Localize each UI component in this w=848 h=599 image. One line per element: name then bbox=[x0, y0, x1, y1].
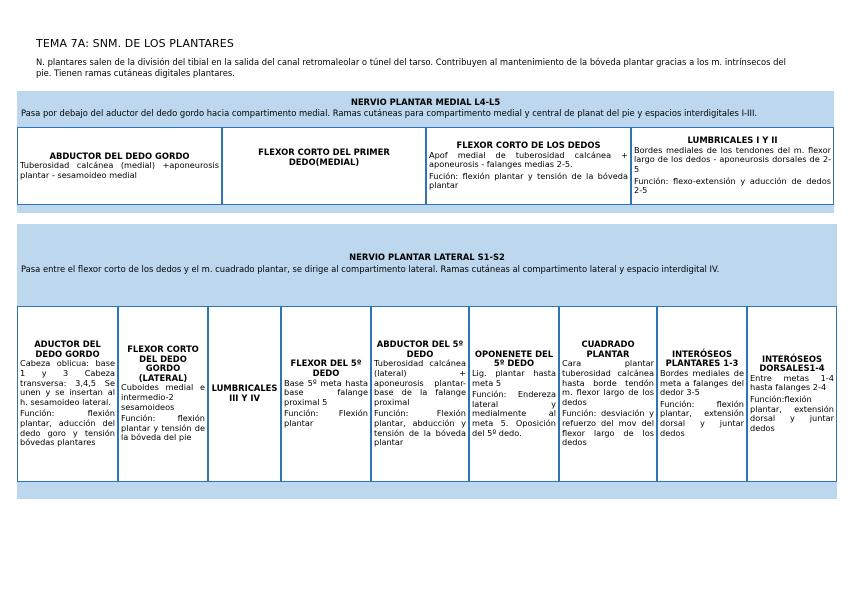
muscle-function: Función: flexión plantar y tensión de la bóveda del pie bbox=[121, 413, 205, 443]
medial-nerve-description: Pasa por debajo del aductor del dedo gordo hacia compartimento medial. Ramas cutáneas para compartimento medial y central de planat del pie y espacios interdigitales I-III. bbox=[21, 108, 758, 118]
muscle-cell-cuadrado-plantar bbox=[559, 306, 657, 482]
medial-nerve-title: NERVIO PLANTAR MEDIAL L4-L5 bbox=[350, 97, 501, 107]
muscle-function: Función: flexión plantar, extensión dorsal y juntar dedos bbox=[660, 398, 744, 438]
muscle-function: Función: Endereza lateral y medialmente al meta 5. Oposición del 5º dedo. bbox=[472, 389, 556, 438]
muscle-name: ABDUCTOR DEL DEDO GORDO bbox=[49, 150, 190, 161]
muscle-name: ADUCTOR DEL DEDO GORDO bbox=[34, 339, 101, 359]
muscle-cell-lumbricales-iii-iv bbox=[208, 306, 281, 482]
muscle-cell-flexor-corto-dedo-gordo-lateral bbox=[118, 306, 208, 482]
muscle-name: FLEXOR CORTO DEL PRIMER DEDO(MEDIAL) bbox=[258, 147, 390, 167]
muscle-cell-oponente-quinto-dedo bbox=[469, 306, 559, 482]
page-title: TEMA 7A: SNM. DE LOS PLANTARES bbox=[36, 37, 234, 50]
muscle-origin: Tuberosidad calcánea (lateral) + aponeurosis plantar-base de la falange proximal bbox=[374, 358, 466, 407]
muscle-cell-flexor-corto-dedos bbox=[426, 127, 631, 205]
muscle-cell-abductor-dedo-gordo bbox=[17, 127, 222, 205]
muscle-origin: Apof medial de tuberosidad calcánea + aponeurosis - falanges medias 2-5. bbox=[429, 149, 628, 170]
muscle-name: LUMBRICALES III Y IV bbox=[211, 383, 278, 403]
muscle-function: Función: Flexión plantar bbox=[284, 408, 368, 428]
muscle-name: INTERÓSEOS PLANTARES 1-3 bbox=[665, 348, 739, 369]
muscle-name: FLEXOR CORTO DE LOS DEDOS bbox=[456, 140, 601, 151]
muscle-name: LUMBRICALES I Y II bbox=[687, 135, 778, 146]
muscle-cell-flexor-quinto-dedo bbox=[281, 306, 371, 482]
muscle-name: FLEXOR CORTO DEL DEDO GORDO (LATERAL) bbox=[127, 344, 199, 383]
muscle-name: CUADRADO PLANTAR bbox=[581, 339, 635, 359]
muscle-function: Función: desviación y refuerzo del mov del flexor largo de los dedos bbox=[562, 408, 654, 448]
lateral-nerve-description: Pasa entre el flexor corto de los dedos y el m. cuadrado plantar, se dirige al compartimento lateral. Ramas cutáneas al compartimento lateral y espacio interdigital IV. bbox=[21, 264, 720, 274]
muscle-function: Función: flexión plantar, aducción del dedo goro y tensión bóvedas plantares bbox=[20, 408, 115, 448]
muscle-name: FLEXOR DEL 5º DEDO bbox=[290, 358, 362, 379]
muscle-cell-flexor-corto-primer-dedo bbox=[222, 127, 426, 205]
muscle-function: Función:flexión plantar, extensión dorsal y juntar dedos bbox=[750, 394, 834, 433]
muscle-origin: Bordes mediales de meta a falanges del dedor 3-5 bbox=[660, 368, 744, 398]
muscle-cell-aductor-dedo-gordo bbox=[17, 306, 118, 482]
muscle-function: Función: flexo-extensión y aducción de dedos 2-5 bbox=[634, 175, 831, 196]
muscle-name: INTERÓSEOS DORSALES1-4 bbox=[759, 353, 825, 374]
muscle-cell-interoseos-plantares bbox=[657, 306, 747, 482]
muscle-function: Función: Flexión plantar, abducción y tensión de la bóveda plantar bbox=[374, 408, 466, 448]
muscle-cell-interoseos-dorsales bbox=[747, 306, 837, 482]
intro-paragraph: N. plantares salen de la división del tibial en la salida del canal retromaleolar o túnel del tarso. Contribuyen al mantenimiento de la bóveda plantar gracias a los m. intrínsecos del pie. Tienen ramas cutáneas digitales plantares. bbox=[36, 57, 786, 78]
muscle-origin: Cuboides medial e intermedio-2 sesamoideos bbox=[121, 382, 205, 412]
muscle-name: OPONENETE DEL 5º DEDO bbox=[474, 348, 554, 369]
muscle-origin: Lig. plantar hasta meta 5 bbox=[472, 368, 556, 388]
muscle-origin: Entre metas 1-4 hasta falanges 2-4 bbox=[750, 372, 834, 393]
muscle-name: ABDUCTOR DEL 5º DEDO bbox=[376, 339, 464, 359]
lateral-nerve-title: NERVIO PLANTAR LATERAL S1-S2 bbox=[349, 252, 505, 262]
muscle-origin: Tuberosidad calcánea (medial) +aponeurosis plantar - sesamoideo medial bbox=[20, 160, 219, 180]
muscle-cell-lumbricales-i-ii bbox=[631, 127, 834, 205]
muscle-origin: Cara plantar tuberosidad calcánea hasta borde tendón m. flexor largo de los dedos bbox=[562, 358, 654, 407]
muscle-origin: Cabeza oblicua: base 1 y 3 Cabeza transversa: 3,4,5 Se unen y se insertan al h. sesamoideo lateral. bbox=[20, 358, 115, 407]
muscle-cell-abductor-quinto-dedo bbox=[371, 306, 469, 482]
muscle-function: Fución: flexión plantar y tensión de la bóveda plantar bbox=[429, 170, 628, 191]
muscle-origin: Bordes mediales de los tendones del m. flexor largo de los dedos - aponeurosis dorsales de 2-5 bbox=[634, 144, 831, 174]
muscle-origin: Base 5º meta hasta base falange proximal 5 bbox=[284, 377, 368, 407]
